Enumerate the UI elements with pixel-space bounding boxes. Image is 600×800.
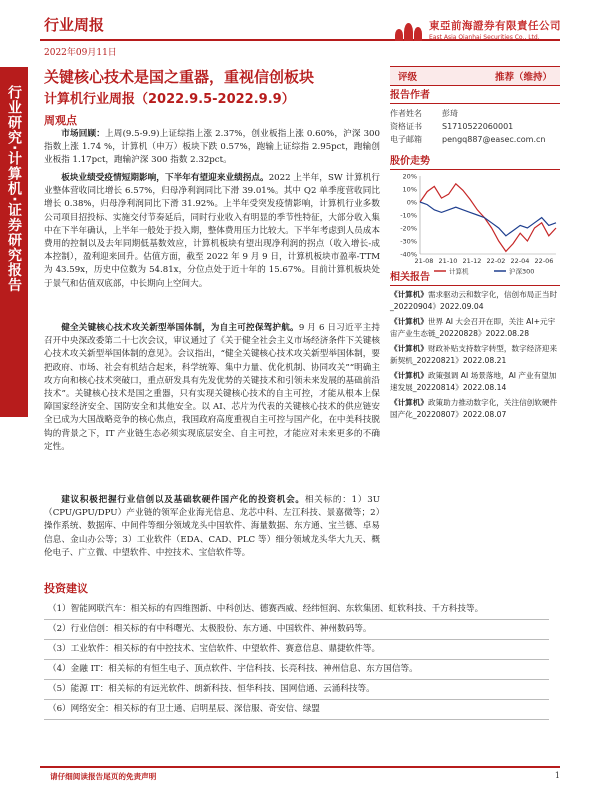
opportunity-text: 相关标的：1）3U（CPU/GPU/DPU）产业链的领军企业海光信息、龙芯中科、左江科技、景嘉微等；2）操作系统、数据库、中间件等细分领域龙头中国软件、海量数据、东方通、宝兰德、卓易信息、金山办公等；3）工业软件（EDA、CAD、PLC 等）细分领域龙头华大九天、概伦电子、广立微、中望软件、中控技术、宝信软件等。 — [44, 495, 380, 558]
report-subtitle: 计算机行业周报（2022.9.5-2022.9.9） — [44, 92, 295, 107]
market-review-paragraph — [44, 128, 380, 168]
earnings-text: 2022 上半年，SW 计算机行业整体营收同比增长 6.57%，归母净利润同比下滑 39.01%。其中 Q2 单季度营收同比增长 0.38%，归母净利润同比下滑 31.92%。上半年受突发疫情影响，计算机行业多数公司项目招投标、实施交付节奏延后，同时行业收入有明显的季节性特征，大部分收入集中在下半年确认，上半年一般处于投入期，整体费用压力比较大。下半年考虑到人员成本费用的控制以及去年同期低基数效应，计算机板块有望出现净利润的拐点（收入增长-成本控制），盈利迎来回升。估值方面，截至 2022 年 9 月 9 日，计算机板块市盈率-TTM 为 43.59x，历史中位数为 54.81x，分位点处于近十年的 15.67%。目前计算机板块处于景气和估值双底部，中长期向上空间大。 — [44, 173, 380, 289]
y-tick-label: 20% — [402, 172, 417, 181]
price-trend-chart — [390, 170, 560, 278]
y-tick-label: -10% — [400, 211, 417, 220]
related-report-text: 财政补贴支持数字转型，数字经济迎来新契机_20220821》2022.08.21 — [390, 344, 558, 365]
series-line — [420, 184, 556, 252]
x-tick-label: 21-10 — [438, 257, 458, 265]
investment-heading: 投资建议 — [44, 582, 88, 595]
y-tick-label: 10% — [402, 185, 417, 194]
core-tech-paragraph — [44, 322, 380, 454]
analyst-row — [390, 107, 560, 120]
analyst-field-label: 资格证书 — [390, 122, 422, 131]
related-reports-box — [390, 268, 560, 421]
x-tick-label: 22-04 — [510, 257, 530, 265]
header-title: 行业周报 — [44, 16, 105, 34]
core-tech-lead: 健全关键核心技术攻关新型举国体制，为自主可控保驾护航。 — [61, 323, 299, 333]
rating-label: 评级 — [398, 72, 418, 83]
legend-label: 计算机 — [449, 267, 469, 276]
x-tick-label: 21-08 — [414, 257, 434, 265]
earnings-paragraph — [44, 172, 380, 291]
market-review-lead: 市场回顾： — [61, 129, 106, 139]
logo-name-en: East Asia Qianhai Securities Co., Ltd. — [429, 34, 540, 41]
analyst-heading: 报告作者 — [390, 86, 560, 104]
sidebar-label: 行业研究·计算机·证券研究报告 — [6, 85, 22, 293]
x-tick-label: 21-12 — [462, 257, 482, 265]
y-tick-label: 0% — [406, 198, 417, 207]
investment-list — [44, 600, 549, 720]
rating-value: 推荐（维持） — [494, 72, 552, 83]
related-report-item[interactable] — [390, 316, 560, 340]
investment-item: （6）网络安全：相关标的有卫士通、启明星辰、深信服、奇安信、绿盟 — [44, 700, 549, 720]
related-report-tag: 《计算机》 — [390, 344, 428, 353]
analyst-field-value: 彭琦 — [442, 109, 458, 118]
earnings-lead: 板块业绩受疫情短期影响，下半年有望迎来业绩拐点。 — [61, 173, 269, 183]
page-number: 1 — [554, 771, 560, 780]
related-report-item[interactable] — [390, 397, 560, 421]
related-report-item[interactable] — [390, 343, 560, 367]
related-report-item[interactable] — [390, 370, 560, 394]
analyst-box — [390, 86, 560, 146]
logo-name-cn: 東亞前海證券有限責任公司 — [429, 20, 561, 32]
related-report-text: 世界 AI 大会召开在即，关注 AI+元宇宙产业生态链_20220828》2022.08.28 — [390, 317, 556, 338]
page-footer — [40, 766, 560, 782]
investment-item: （4）金融 IT：相关标的有恒生电子、顶点软件、宇信科技、长亮科技、神州信息、东方国信等。 — [44, 660, 549, 680]
investment-item: （3）工业软件：相关标的有中控技术、宝信软件、中望软件、赛意信息、鼎捷软件等。 — [44, 640, 549, 660]
related-report-tag: 《计算机》 — [390, 317, 428, 326]
related-report-text: 需求驱动云和数字化，信创布局正当时_20220904》2022.09.04 — [390, 290, 558, 311]
investment-item: （5）能源 IT：相关标的有远光软件、朗新科技、恒华科技、国网信通、云涌科技等。 — [44, 680, 549, 700]
vertical-sidebar — [0, 67, 28, 417]
related-report-tag: 《计算机》 — [390, 398, 428, 407]
price-trend-heading: 股价走势 — [390, 152, 560, 170]
logo-mark-icon — [395, 19, 423, 41]
price-trend-box — [390, 152, 560, 282]
report-date: 2022年09月11日 — [44, 48, 117, 58]
related-report-text: 政策助力推动数字化，关注信创软硬件国产化_20220807》2022.08.07 — [390, 398, 558, 419]
rating-bar — [390, 66, 560, 86]
disclaimer-note: 请仔细阅读报告尾页的免责声明 — [50, 772, 157, 781]
x-tick-label: 22-02 — [486, 257, 506, 265]
y-tick-label: -20% — [400, 224, 417, 233]
company-logo — [395, 18, 561, 41]
report-title: 关键核心技术是国之重器，重视信创板块 — [44, 68, 315, 86]
x-tick-label: 22-06 — [534, 257, 554, 265]
core-tech-text: 9 月 6 日习近平主持召开中央深改委第二十七次会议，审议通过了《关于健全社会主义市场经济条件下关键核心技术攻关新型举国体制的意见》。会议指出，“健全关键核心技术攻关新型举国体制，要把政府、市场、社会有机结合起来，科学统筹、集中力量、优化机制、协同攻关”“明确主攻方向和核心技术突破口，重点研发具有先发优势的关键技术和引领未来发展的基础前沿技术”。关键核心技术是国之重器，只有实现关键核心技术的自主可控，才能从根本上保障国家经济安全、国防安全和其他安全。以 AI、芯片为代表的关键核心技术的供应链安全已成为大国战略竞争的核心焦点，我国政府高度重视自主可控与国产化，在中美科技脱钩的背景之下，IT 产业链生态必须实现底层安全、自主可控，才能应对未来更多的不确定性。 — [44, 323, 380, 452]
y-tick-label: -30% — [400, 237, 417, 246]
investment-item: （2）行业信创：相关标的有中科曙光、太极股份、东方通、中国软件、神州数码等。 — [44, 620, 549, 640]
related-report-tag: 《计算机》 — [390, 290, 428, 299]
analyst-field-label: 电子邮箱 — [390, 135, 422, 144]
y-tick-label: -40% — [400, 250, 417, 259]
analyst-field-value: pengq887@easec.com.cn — [442, 135, 546, 144]
related-heading: 相关报告 — [390, 268, 560, 286]
weekly-view-heading: 周观点 — [44, 114, 77, 127]
market-review-text: 上周(9.5-9.9)上证综指上涨 2.37%，创业板指上涨 0.60%，沪深 300 指数上涨 1.74 %，计算机（申万）板块下跌 0.57%，跑输上证综指 2.95pct，跑输创业板指 1.17pct，跑输沪深 300 指数 2.32pct。 — [44, 129, 380, 166]
related-report-text: 政策强调 AI 场景落地，AI 产业有望加速发展_20220814》2022.08.14 — [390, 371, 557, 392]
analyst-row — [390, 133, 560, 146]
investment-opportunity-paragraph — [44, 494, 380, 560]
analyst-field-label: 作者姓名 — [390, 109, 422, 118]
related-report-tag: 《计算机》 — [390, 371, 428, 380]
analyst-row — [390, 120, 560, 133]
analyst-field-value: S1710522060001 — [442, 122, 514, 131]
legend-label: 沪深300 — [509, 267, 535, 276]
related-report-item[interactable] — [390, 289, 560, 313]
series-line — [420, 202, 556, 236]
investment-item: （1）智能网联汽车：相关标的有四维图新、中科创达、德赛西威、经纬恒润、东软集团、虹软科技、千方科技等。 — [44, 600, 549, 620]
opportunity-lead: 建议积极把握行业信创以及基础软硬件国产化的投资机会。 — [61, 495, 305, 505]
